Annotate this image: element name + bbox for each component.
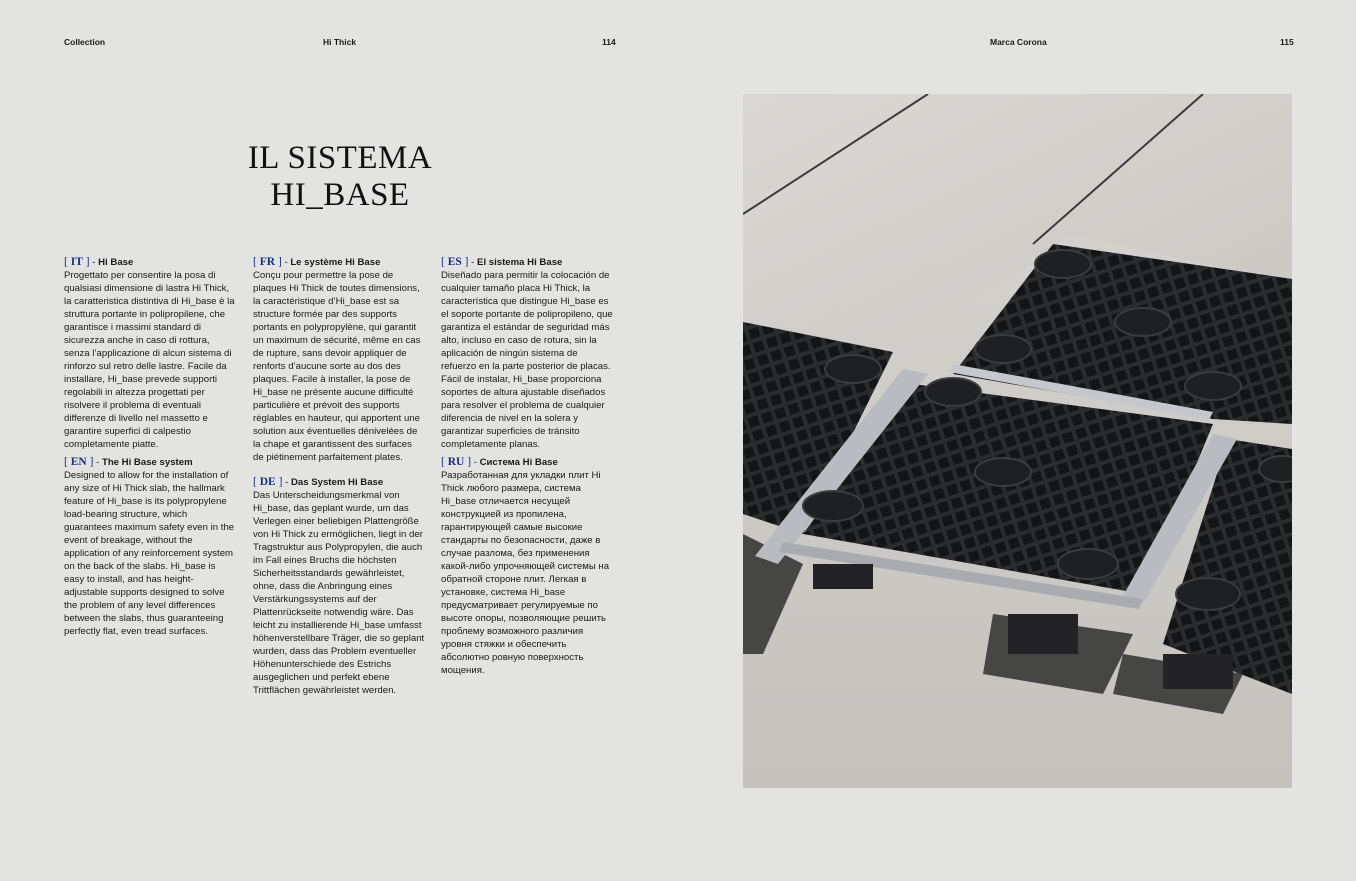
section-title: Das System Hi Base — [290, 477, 384, 488]
text-column-1 — [64, 256, 236, 643]
section-heading: [ IT ] - Hi Base — [64, 256, 134, 268]
language-code: IT — [70, 256, 83, 268]
page-title — [220, 140, 460, 214]
language-code: DE — [259, 476, 276, 488]
section-heading: [ RU ] - Система Hi Base — [441, 456, 558, 468]
section-body: Progettato per consentire la posa di qualsiasi dimensione di lastra Hi Thick, la caratteristica distintiva di Hi_base è la struttura portante in polipropilene, che garantisce i massimi standard di sicurezza anche in caso di rottura, senza l’applicazione di alcun sistema di rinforzo sul retro delle lastre. Facile da installare, Hi_base prevede supporti regolabili in altezza progettati per risolvere il problema di eventuali differenze di livello nel massetto e garantire superfici di calpestio completamente piatte. — [64, 270, 235, 450]
section-body: Conçu pour permettre la pose de plaques Hi Thick de toutes dimensions, la caractéristique d’Hi_base est sa structure formée par des supports portants en polypropylène, qui garantit un maximum de sécurité, même en cas de rupture, sans devoir appliquer de renforts d’aucune sorte au dos des plaques. Facile à installer, la pose de Hi_base ne présente aucune difficulté particulière et prévoit des supports réglables en hauteur, qui apportent une solution aux éventuelles dénivelées de la chape et garantissent des surfaces de piétinement parfaitement plates. — [253, 270, 421, 463]
section-ru — [441, 456, 613, 677]
section-heading: [ DE ] - Das System Hi Base — [253, 476, 384, 488]
section-de — [253, 476, 425, 697]
title-line-1: IL SISTEMA — [247, 140, 433, 176]
header-brand: Marca Corona — [990, 37, 1047, 47]
language-code: RU — [447, 456, 465, 468]
section-body: Разработанная для укладки плит Hi Thick любого размера, система Hi_base отличается несущей конструкцией из пропилена, гарантирующей самые высокие стандарты по безопасности, даже в случае разлома, без применения какой-либо упрочняющей системы на обратной стороне плит. Легкая в установке, система Hi_base предусматривает регулируемые по высоте опоры, позволяющие решить проблему возможного различия уровня стяжки и обеспечить абсолютно ровную поверхность мощения. — [441, 470, 610, 676]
section-heading: [ EN ] - The Hi Base system — [64, 456, 193, 468]
header-collection: Collection — [64, 37, 106, 47]
section-title: The Hi Base system — [101, 457, 193, 468]
section-fr — [253, 256, 425, 464]
hi-base-support-illustration — [743, 94, 1292, 788]
text-column-3 — [441, 256, 613, 682]
section-it — [64, 256, 236, 451]
section-heading: [ FR ] - Le système Hi Base — [253, 256, 381, 268]
language-code: ES — [447, 256, 462, 268]
language-code: FR — [259, 256, 276, 268]
title-line-2: HI_BASE — [270, 177, 410, 213]
text-column-2 — [253, 256, 425, 702]
section-title: Система Hi Base — [479, 457, 558, 468]
page-number-left: 114 — [602, 37, 616, 47]
product-photo — [743, 94, 1292, 788]
header-product: Hi Thick — [323, 37, 357, 47]
section-es — [441, 256, 613, 451]
section-en — [64, 456, 236, 638]
page-number-right: 115 — [1280, 37, 1294, 47]
section-body: Diseñado para permitir la colocación de cualquier tamaño placa Hi Thick, la característica que distingue Hi_base es el soporte portante de polipropileno, que garantiza el estándar de seguridad más alto, incluso en caso de rotura, sin la aplicación de ningún sistema de refuerzo en la parte posterior de placas. Fácil de instalar, Hi_base proporciona soportes de altura ajustable diseñados para resolver el problema de cualquier diferencia de nivel en la solera y garantizar superficies de tránsito completamente planas. — [441, 270, 613, 450]
section-heading: [ ES ] - El sistema Hi Base — [441, 256, 563, 268]
language-code: EN — [70, 456, 87, 468]
section-body: Designed to allow for the installation of any size of Hi Thick slab, the hallmark feature of Hi_base is its polypropylene load-bearing structure, which guarantees maximum safety even in the event of breakage, without the application of any reinforcement system on the back of the slabs. Hi_base is easy to install, and has height-adjustable supports designed to solve the problem of any level differences between the slabs, thus guaranteeing perfectly flat, even tread surfaces. — [64, 470, 235, 637]
section-title: Le système Hi Base — [290, 257, 381, 268]
section-title: El sistema Hi Base — [477, 257, 563, 268]
section-body: Das Unterscheidungsmerkmal von Hi_base, das geplant wurde, um das Verlegen einer beliebigen Plattengröße von Hi Thick zu ermöglichen, liegt in der Tragstruktur aus Polypropylen, die auch im Fall eines Bruchs die höchsten Sicherheitsstandards gewährleistet, ohne, dass die Anbringung eines Verstärkungssystems auf der Plattenrückseite notwendig wäre. Das leicht zu installierende Hi_base umfasst höhenverstellbare Träger, die so geplant wurden, dass das Problem eventueller Höhenunterschiede des Estrichs ausgeglichen und perfekt ebene Trittflächen gewährleistet werden. — [253, 490, 425, 696]
section-title: Hi Base — [98, 257, 134, 268]
